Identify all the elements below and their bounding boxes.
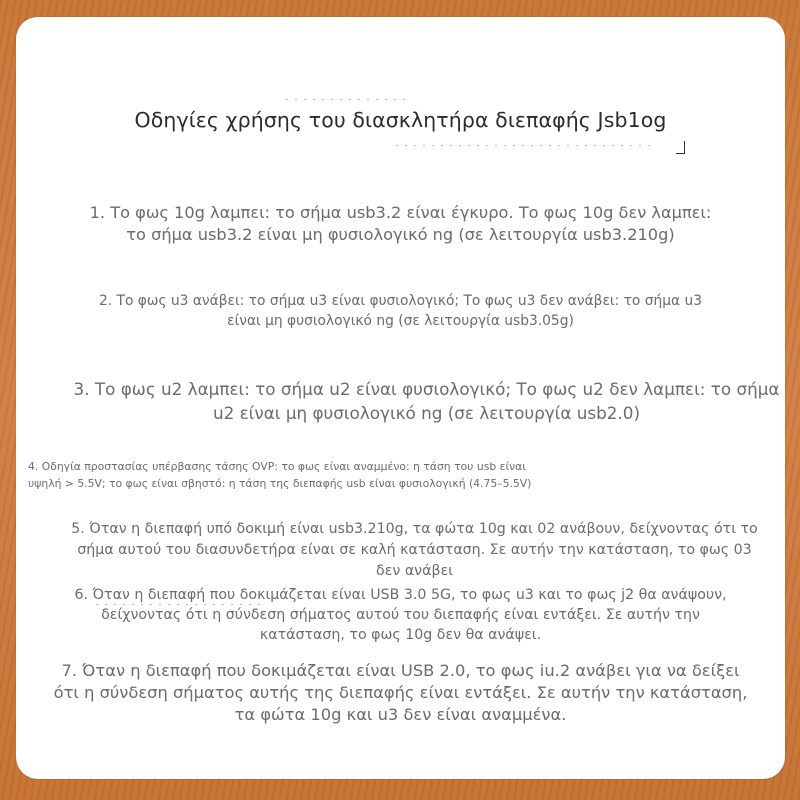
instruction-line: 3. Το φως u2 λαμπει: το σήμα u2 είναι φυσιολογικό; Το φως u2 δεν λαμπει: το σήμα xyxy=(73,379,780,399)
instruction-line: 7. Όταν η διεπαφή που δοκιμάζεται είναι USB 2.0, το φως iu.2 ανάβει για να δείξει xyxy=(61,661,740,680)
instruction-item-3 xyxy=(42,377,800,425)
instruction-line: τα φώτα 10g και u3 δεν είναι αναμμένα. xyxy=(234,705,567,724)
instruction-item-7 xyxy=(16,660,785,726)
instruction-item-6 xyxy=(16,585,785,645)
instruction-line: 4. Οδηγία προστασίας υπέρβασης τάσης OVP: το φως είναι αναμμένο: η τάση του usb είναι xyxy=(28,460,526,473)
instruction-item-5 xyxy=(30,519,799,582)
instruction-line: 1. Το φως 10g λαμπει: το σήμα usb3.2 είναι έγκυρο. Το φως 10g δεν λαμπει: xyxy=(89,203,712,222)
instruction-line: u2 είναι μη φυσιολογικό ng (σε λειτουργία usb2.0) xyxy=(212,403,641,423)
instruction-line: 5. Όταν η διεπαφή υπό δοκιμή είναι usb3.210g, τα φώτα 10g και 02 ανάβουν, δείχνοντας ότι το xyxy=(71,521,758,537)
scan-artifact xyxy=(286,99,406,100)
instruction-line: σήμα αυτού του διασυνδετήρα είναι σε καλή κατάσταση. Σε αυτήν την κατάσταση, το φως 03 xyxy=(77,542,752,558)
page-title: Οδηγίες χρήσης του διασκλητήρα διεπαφής Jsb1og xyxy=(134,108,667,132)
instruction-line: 2. Το φως u3 ανάβει: το σήμα u3 είναι φυσιολογικό; Το φως u3 δεν ανάβει: το σήμα u3 xyxy=(98,293,703,309)
instruction-line: είναι μη φυσιολογικό ng (σε λειτουργία usb3.05g) xyxy=(227,313,574,329)
instruction-line: ότι η σύνδεση σήματος αυτής της διεπαφής είναι εντάξει. Σε αυτήν την κατάσταση, xyxy=(53,683,748,702)
instruction-line: κατάσταση, το φως 10g δεν θα ανάψει. xyxy=(259,627,542,643)
instruction-line: δεν ανάβει xyxy=(376,563,453,579)
instruction-card xyxy=(16,17,785,779)
instruction-line: το σήμα usb3.2 είναι μη φυσιολογικό ng (σε λειτουργία usb3.210g) xyxy=(126,225,675,244)
title-corner-mark xyxy=(676,141,685,154)
instruction-item-2 xyxy=(16,291,785,331)
instruction-line: υψηλή > 5.5V; το φως είναι σβηστό: η τάση της διεπαφής usb είναι φυσιολογική (4.75–5.5V) xyxy=(28,477,532,490)
scan-artifact xyxy=(396,145,656,146)
instruction-line: δείχνοντας ότι η σύνδεση σήματος αυτού του διεπαφής είναι εντάξει. Σε αυτήν την xyxy=(101,607,700,623)
instruction-item-1 xyxy=(16,202,785,246)
instruction-line: 6. Όταν η διεπαφή που δοκιμάζεται είναι USB 3.0 5G, το φως u3 και το φως j2 θα ανάψουν, xyxy=(74,587,727,603)
instruction-item-4 xyxy=(28,458,531,492)
